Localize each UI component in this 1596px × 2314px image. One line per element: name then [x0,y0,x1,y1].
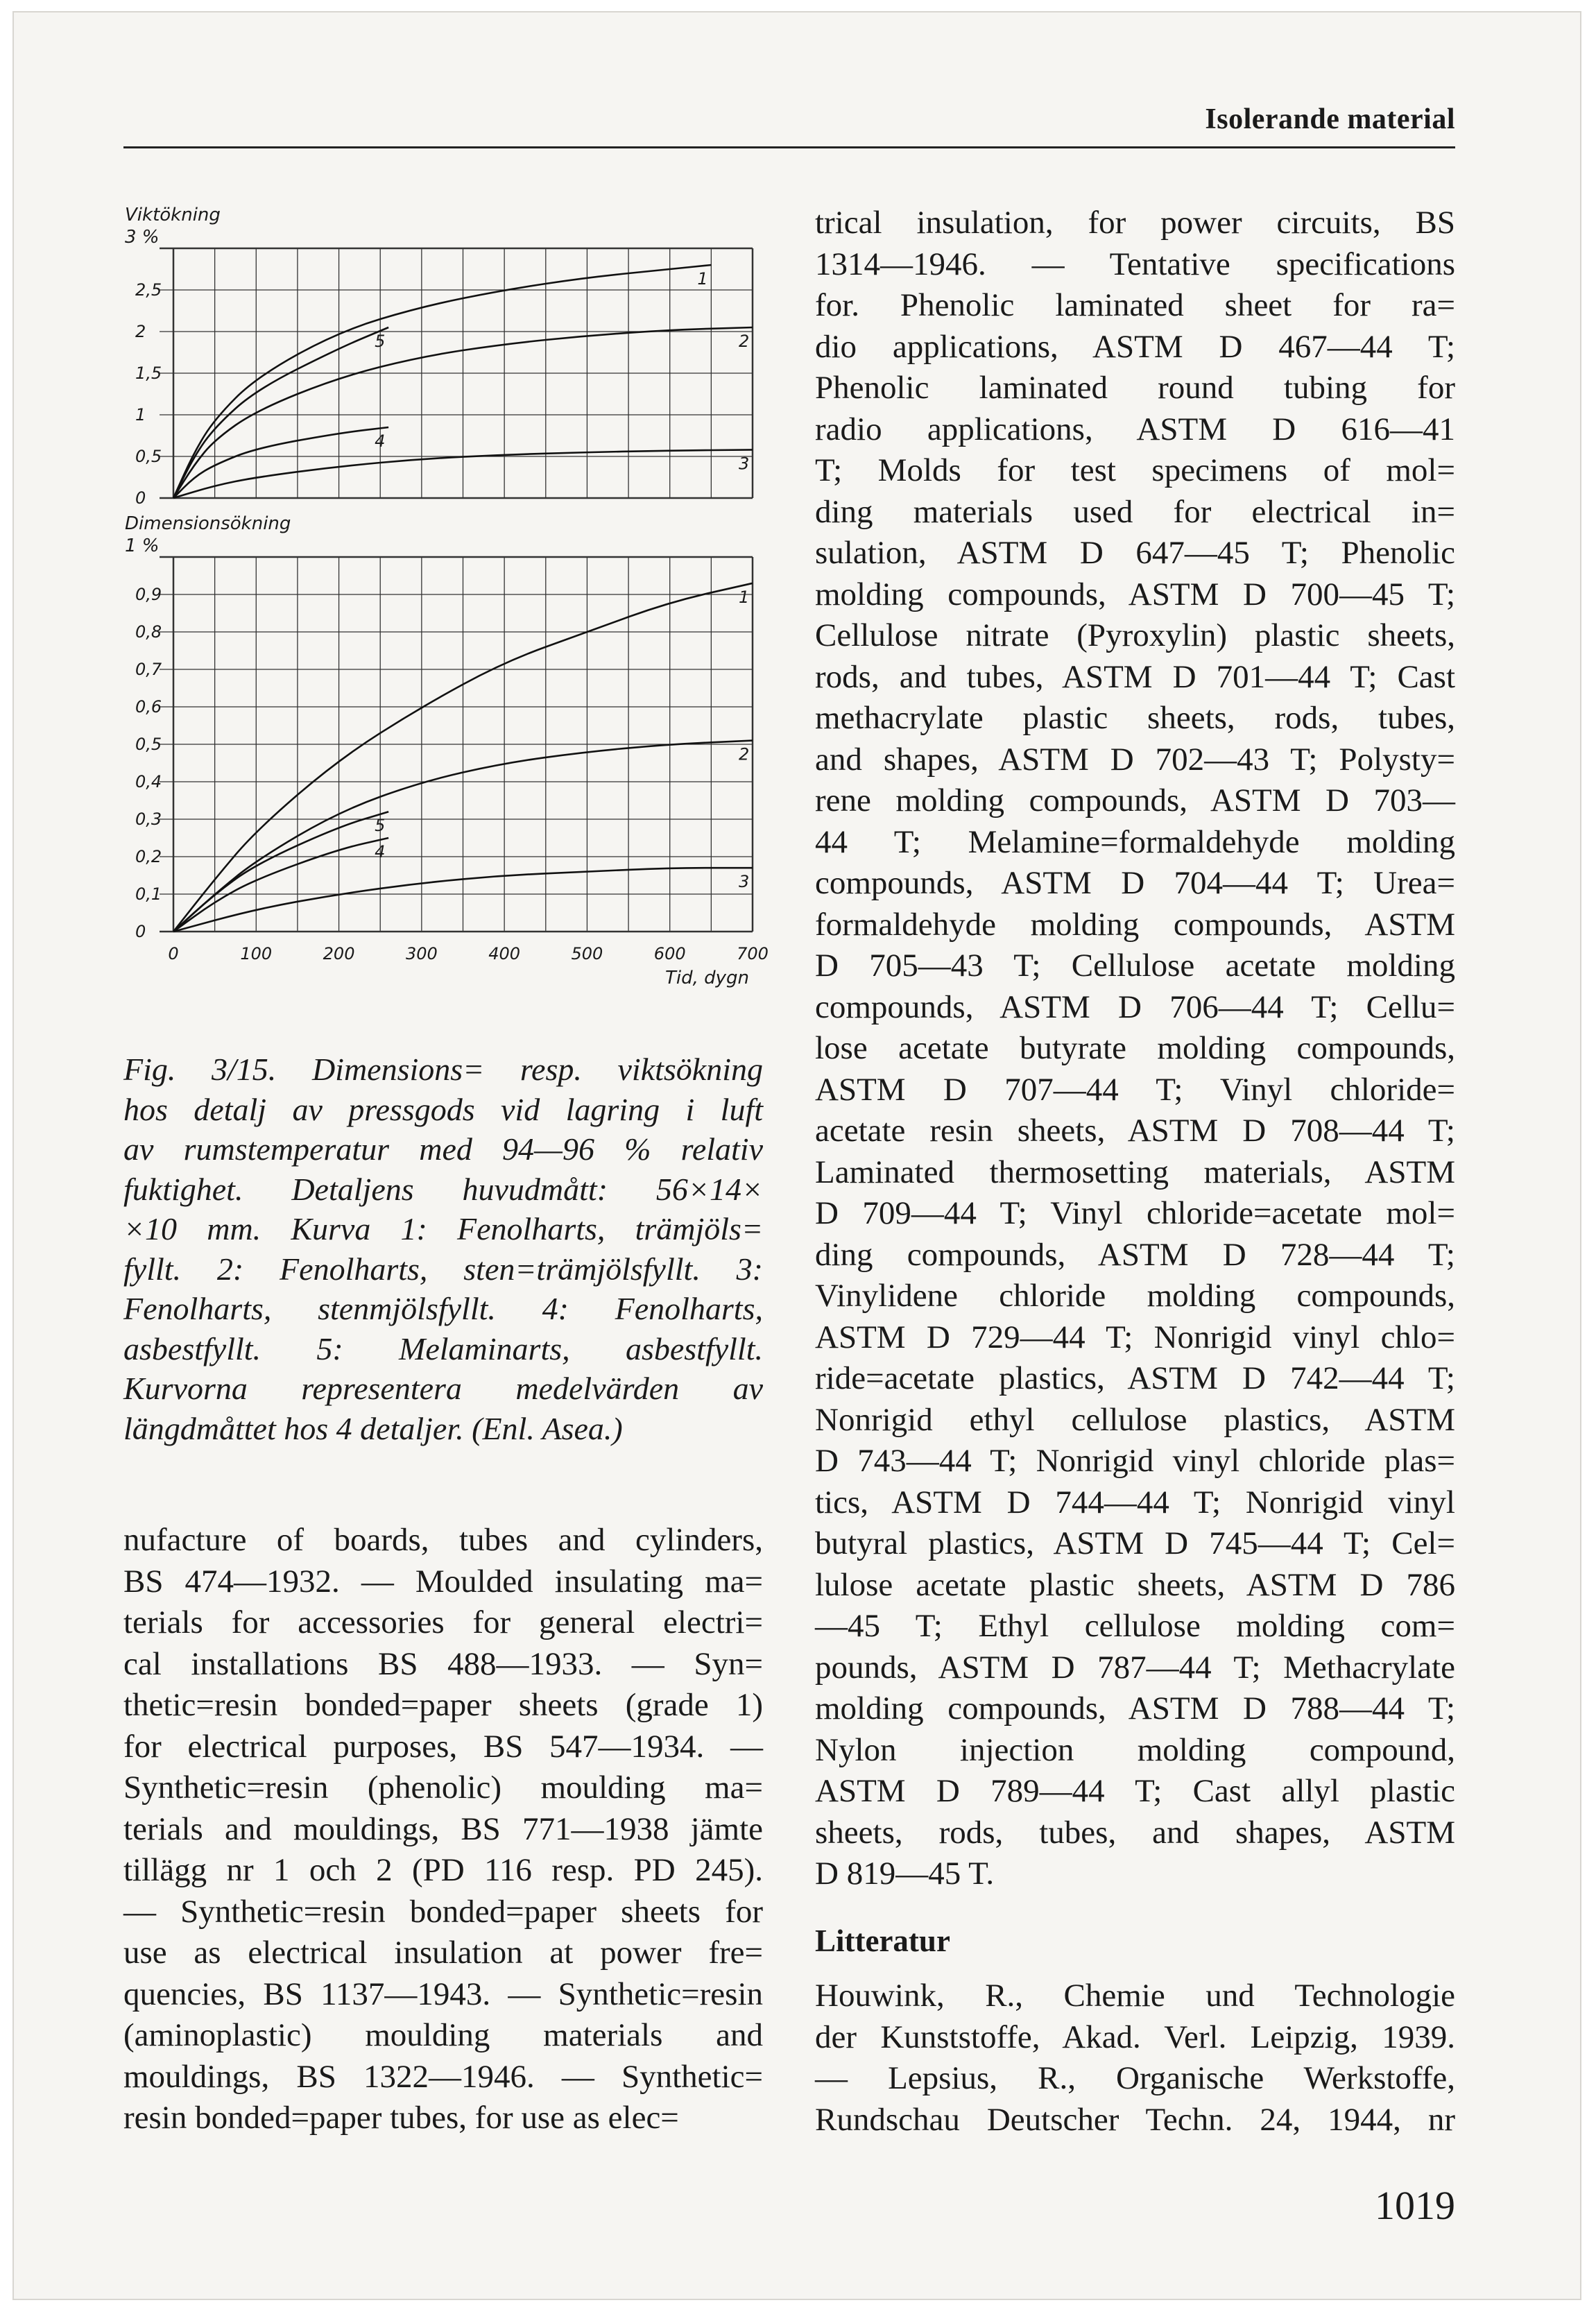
series-label-4: 4 [375,842,386,862]
text-line: D 743—44 T; Nonrigid vinyl chloride plas= [815,1443,1455,1479]
y-axis-label: Viktökning [125,205,221,225]
y-axis-unit: 3 % [125,227,160,248]
text-line: sulation, ASTM D 647—45 T; Phenolic [815,535,1455,571]
caption-line: Kurvorna representera medelvärden av [123,1371,763,1406]
y-tick-label: 0,6 [135,697,162,717]
text-line: 1314—1946. — Tentative specifications [815,246,1455,282]
caption-line: asbestfyllt. 5: Melaminarts, asbestfyllt. [123,1330,763,1366]
text-line: 44 T; Melamine=formaldehyde molding [815,823,1455,860]
text-line: methacrylate plastic sheets, rods, tubes, [815,700,1455,736]
text-line: tics, ASTM D 744—44 T; Nonrigid vinyl [815,1484,1455,1520]
literature-line: Rundschau Deutscher Techn. 24, 1944, nr [815,2101,1455,2138]
text-line: compounds, ASTM D 706—44 T; Cellu= [815,988,1455,1025]
text-line: pounds, ASTM D 787—44 T; Methacrylate [815,1649,1455,1686]
text-line: quencies, BS 1137—1943. — Synthetic=resin [123,1976,763,2012]
text-line: D 705—43 T; Cellulose acetate molding [815,948,1455,984]
series-label-3: 3 [739,454,750,474]
text-line: ding compounds, ASTM D 728—44 T; [815,1236,1455,1273]
text-line: Phenolic laminated round tubing for [815,370,1455,406]
text-line: D 709—44 T; Vinyl chloride=acetate mol= [815,1195,1455,1231]
y-tick-label: 0,4 [135,772,162,791]
text-line: for electrical purposes, BS 547—1934. — [123,1728,763,1765]
y-tick-label: 0,1 [135,884,162,904]
y-tick-label: 2 [135,322,146,341]
text-line: — Synthetic=resin bonded=paper sheets for [123,1893,763,1930]
text-line: Synthetic=resin (phenolic) moulding ma= [123,1769,763,1806]
text-line: rene molding compounds, ASTM D 703— [815,782,1455,819]
text-line: radio applications, ASTM D 616—41 [815,411,1455,447]
text-line: terials and mouldings, BS 771—1938 jämte [123,1810,763,1847]
x-axis-label: Tid, dygn [664,968,749,988]
caption-line: Fig. 3/15. Dimensions= resp. viktsökning [123,1052,763,1087]
right-column-text [815,203,1455,1895]
text-line: formaldehyde molding compounds, ASTM [815,906,1455,943]
text-line: lulose acetate plastic sheets, ASTM D 786 [815,1566,1455,1603]
text-line: thetic=resin bonded=paper sheets (grade 1) [123,1687,763,1723]
left-column-text [123,1520,763,2139]
x-tick-label: 700 [737,944,769,963]
text-line: ride=acetate plastics, ASTM D 742—44 T; [815,1360,1455,1396]
y-tick-label: 0,9 [135,585,162,604]
literature-line: Houwink, R., Chemie und Technologie [815,1978,1455,2014]
literature-line: der Kunststoffe, Akad. Verl. Leipzig, 1939. [815,2019,1455,2055]
text-line: ASTM D 789—44 T; Cast allyl plastic [815,1773,1455,1809]
x-tick-label: 100 [240,944,273,963]
text-line: rods, and tubes, ASTM D 701—44 T; Cast [815,658,1455,695]
literature-line: — Lepsius, R., Organische Werkstoffe, [815,2060,1455,2096]
series-line-5 [173,812,388,932]
series-line-4 [173,838,388,932]
series-label-3: 3 [739,872,750,892]
literature-text [815,1976,1455,2141]
y-tick-label: 0,5 [135,447,162,466]
text-line: terials for accessories for general electri= [123,1604,763,1640]
series-line-1 [173,265,711,498]
x-tick-label: 200 [323,944,355,963]
text-line: butyral plastics, ASTM D 745—44 T; Cel= [815,1525,1455,1561]
y-tick-label: 0,2 [135,847,162,866]
x-tick-label: 400 [488,944,521,963]
page-number: 1019 [1375,2183,1455,2228]
header-rule [123,146,1455,148]
text-line: nufacture of boards, tubes and cylinders, [123,1522,763,1558]
text-line: D 819—45 T. [815,1856,995,1892]
series-line-5 [173,327,388,498]
text-line: Nonrigid ethyl cellulose plastics, ASTM [815,1401,1455,1438]
text-line: use as electrical insulation at power fre= [123,1935,763,1971]
text-line: trical insulation, for power circuits, BS [815,205,1455,241]
text-line: —45 T; Ethyl cellulose molding com= [815,1608,1455,1644]
text-line: acetate resin sheets, ASTM D 708—44 T; [815,1113,1455,1149]
x-tick-label: 0 [168,944,179,963]
caption-line: fyllt. 2: Fenolharts, sten=trämjölsfyllt. 3: [123,1251,763,1287]
caption-line: av rumstemperatur med 94—96 % relativ [123,1131,763,1167]
book-page [12,11,1581,2300]
series-line-4 [173,427,388,498]
caption-line: ×10 mm. Kurva 1: Fenolharts, trämjöls= [123,1211,763,1246]
text-line: molding compounds, ASTM D 700—45 T; [815,576,1455,612]
figure-caption [123,1049,763,1448]
text-line: (aminoplastic) moulding materials and [123,2017,763,2053]
series-label-4: 4 [375,431,386,451]
text-line: cal installations BS 488—1933. — Syn= [123,1645,763,1682]
text-line: molding compounds, ASTM D 788—44 T; [815,1690,1455,1726]
x-tick-label: 300 [405,944,438,963]
text-line: dio applications, ASTM D 467—44 T; [815,328,1455,365]
text-line: ASTM D 707—44 T; Vinyl chloride= [815,1071,1455,1108]
y-tick-label: 0,8 [135,622,162,642]
text-line: lose acetate butyrate molding compounds, [815,1030,1455,1066]
series-label-2: 2 [739,744,750,764]
text-line: Vinylidene chloride molding compounds, [815,1278,1455,1314]
y-tick-label: 1 [135,405,146,425]
series-label-5: 5 [375,332,386,351]
text-line: for. Phenolic laminated sheet for ra= [815,287,1455,323]
x-tick-label: 500 [571,944,603,963]
text-line: ding materials used for electrical in= [815,493,1455,530]
series-label-5: 5 [375,816,386,836]
series-label-2: 2 [739,332,750,351]
caption-line: fuktighet. Detaljens huvudmått: 56×14× [123,1171,763,1207]
caption-line: hos detalj av pressgods vid lagring i luft [123,1091,763,1127]
text-line: and shapes, ASTM D 702—43 T; Polysty= [815,741,1455,778]
y-axis-unit: 1 % [125,535,160,556]
figure-charts [125,193,769,1046]
y-tick-label: 0,3 [135,809,162,829]
series-label-1: 1 [697,269,708,289]
y-tick-label: 0 [135,488,146,508]
text-line: Nylon injection molding compound, [815,1731,1455,1768]
text-line: sheets, rods, tubes, and shapes, ASTM [815,1814,1455,1851]
text-line: ASTM D 729—44 T; Nonrigid vinyl chlo= [815,1319,1455,1355]
literature-heading: Litteratur [815,1923,950,1958]
y-tick-label: 1,5 [135,363,162,383]
text-line: resin bonded=paper tubes, for use as elec= [123,2100,679,2136]
caption-line: Fenolharts, stenmjölsfyllt. 4: Fenolharts, [123,1291,763,1326]
text-line: BS 474—1932. — Moulded insulating ma= [123,1563,763,1600]
text-line: mouldings, BS 1322—1946. — Synthetic= [123,2058,763,2095]
x-tick-label: 600 [653,944,686,963]
y-tick-label: 0,7 [135,660,162,679]
text-line: compounds, ASTM D 704—44 T; Urea= [815,865,1455,901]
text-line: Laminated thermosetting materials, ASTM [815,1154,1455,1190]
caption-line: längdmåttet hos 4 detaljer. (Enl. Asea.) [123,1410,623,1446]
chart-svg [125,193,769,1046]
series-label-1: 1 [739,587,750,607]
y-tick-label: 0,5 [135,735,162,754]
y-axis-label: Dimensionsökning [125,513,291,534]
text-line: tillägg nr 1 och 2 (PD 116 resp. PD 245). [123,1852,763,1888]
text-line: Cellulose nitrate (Pyroxylin) plastic sheets, [815,617,1455,653]
text-line: T; Molds for test specimens of mol= [815,452,1455,488]
running-header: Isolerande material [1205,103,1455,135]
y-tick-label: 0 [135,922,146,941]
y-tick-label: 2,5 [135,280,162,300]
